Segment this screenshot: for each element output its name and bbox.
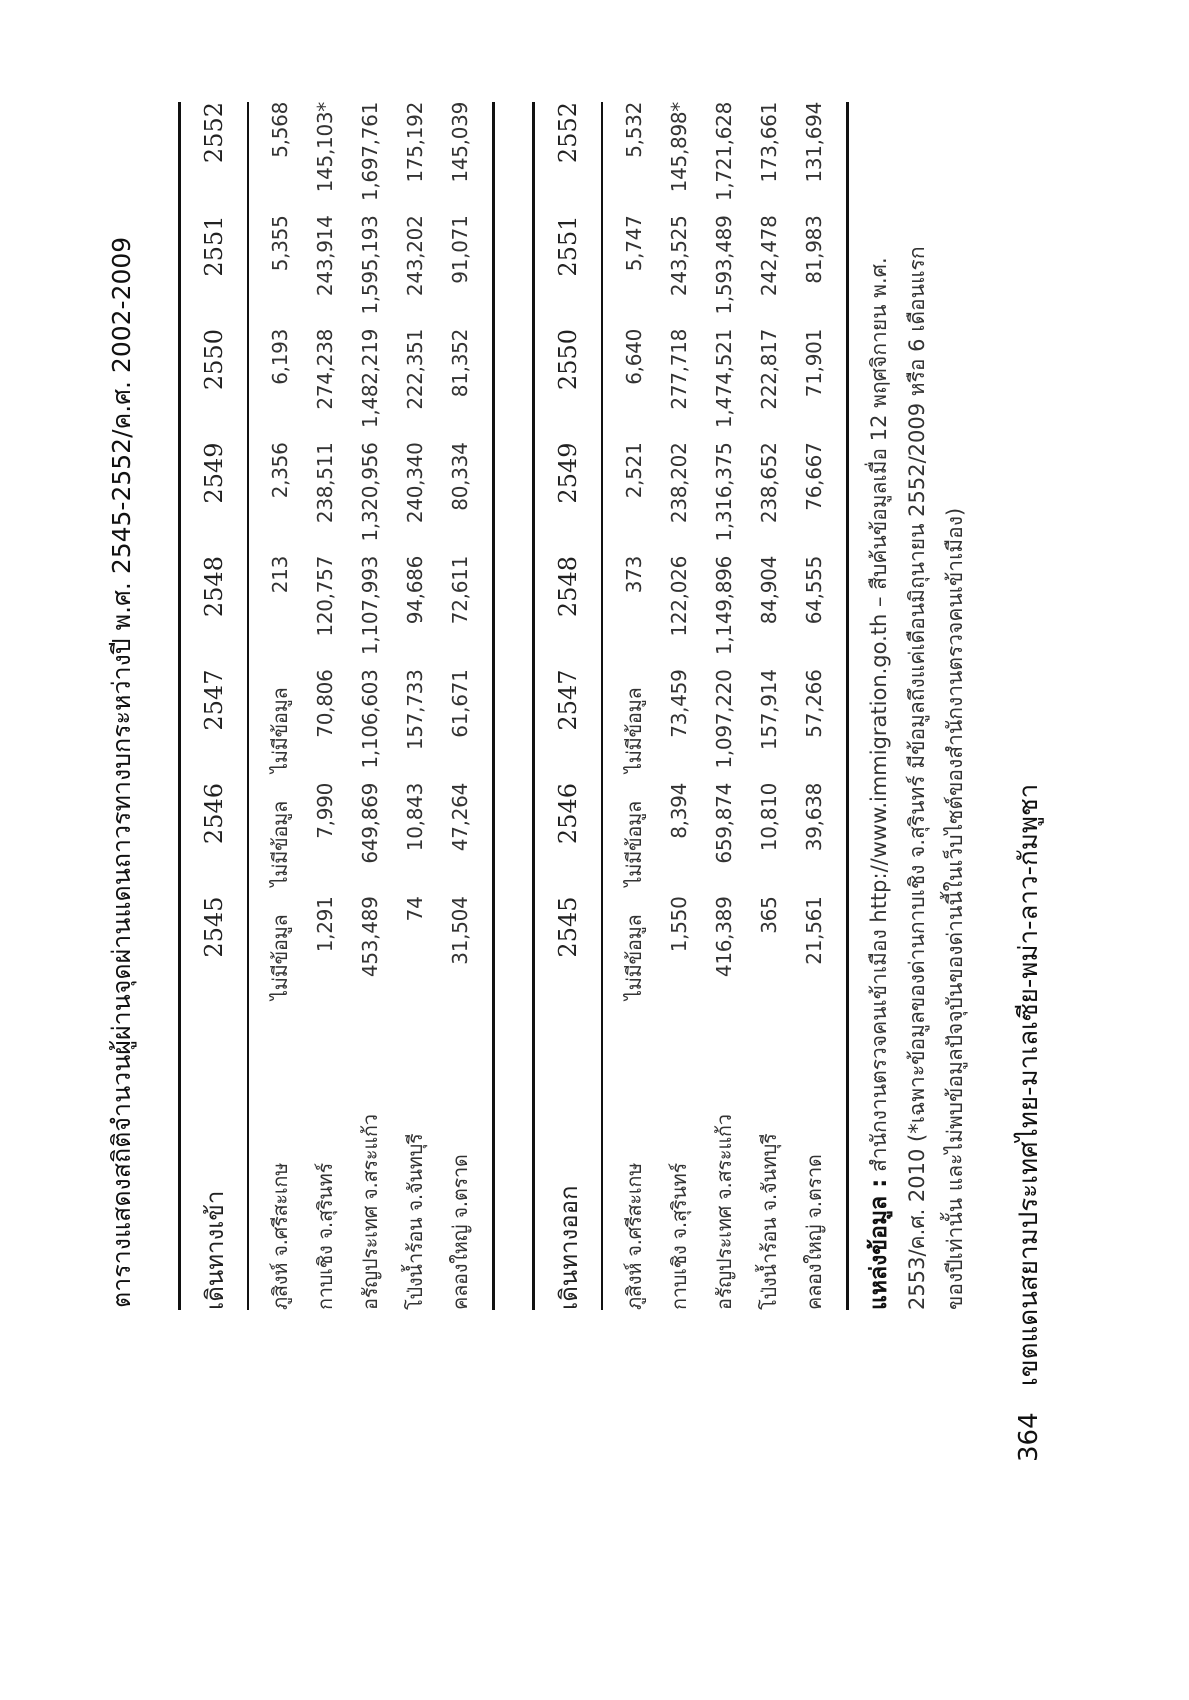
table-cell: 39,638 [801, 783, 826, 852]
table-cell: 31,504 [447, 896, 472, 965]
table-cell: 1,291 [312, 896, 337, 953]
table-cell: 10,843 [402, 783, 427, 852]
table-cell: 222,351 [402, 329, 427, 410]
table-cell: 222,817 [756, 329, 781, 410]
table-cell: 81,983 [801, 215, 826, 284]
table-cell: 277,718 [666, 329, 691, 410]
page-number: 364 [1014, 1412, 1044, 1462]
table-row [603, 102, 656, 1310]
table-cell: 71,901 [801, 329, 826, 398]
table-cell: 94,686 [402, 556, 427, 625]
year-header: 2546 [200, 783, 228, 845]
table-cell: 21,561 [801, 896, 826, 965]
table-cell: 81,352 [447, 329, 472, 398]
table-cell: ไม่มีข้อมูล [621, 914, 646, 1000]
row-label: คลองใหญ่ จ.ตราด [801, 1154, 826, 1310]
table-cell: 84,904 [756, 556, 781, 625]
table-row [656, 102, 701, 1310]
year-header: 2545 [554, 896, 582, 958]
table-cell: 47,264 [447, 783, 472, 852]
table-cell: 1,550 [666, 896, 691, 953]
table-cell: 61,671 [447, 669, 472, 738]
table-cell: 64,555 [801, 556, 826, 625]
table-cell: 5,568 [267, 102, 292, 158]
row-label: ภูสิงห์ จ.ศรีสะเกษ [267, 1162, 292, 1310]
table-row [249, 102, 302, 1310]
table-cell: 91,071 [447, 215, 472, 284]
table-cell: 1,474,521 [711, 329, 736, 429]
table-cell: 243,525 [666, 215, 691, 297]
table-cell: 80,334 [447, 442, 472, 511]
table-cell: 5,747 [621, 215, 646, 272]
table-cell: 213 [267, 556, 292, 594]
table-cell: 145,103* [312, 102, 337, 193]
row-label: ภูสิงห์ จ.ศรีสะเกษ [621, 1162, 646, 1310]
table-cell: 157,733 [402, 669, 427, 751]
running-title: เขตแดนสยามประเทศไทย-มาเลเซีย-พม่า-ลาว-กัมพูชา [1014, 783, 1044, 1387]
table-cell: 1,482,219 [357, 329, 382, 429]
table-header-row [181, 102, 247, 1310]
table-cell: 659,874 [711, 783, 736, 864]
table-cell: 57,266 [801, 669, 826, 738]
table-cell: ไม่มีข้อมูล [267, 687, 292, 773]
table-cell: ไม่มีข้อมูล [621, 801, 646, 887]
row-label: กาบเชิง จ.สุรินทร์ [312, 1163, 337, 1310]
table-cell: 5,532 [621, 102, 646, 158]
year-header: 2545 [200, 896, 228, 958]
table-row [437, 102, 492, 1310]
table-cell: 72,611 [447, 556, 472, 625]
table-exit [535, 102, 601, 1310]
year-header: 2546 [554, 783, 582, 845]
table-row [347, 102, 392, 1310]
table-row [791, 102, 846, 1310]
table-cell: 6,640 [621, 329, 646, 385]
row-label: โป่งน้ำร้อน จ.จันทบุรี [402, 1133, 427, 1310]
table-cell: 238,511 [312, 442, 337, 524]
table-header-row [535, 102, 601, 1310]
table-exit-block [532, 102, 849, 1310]
table-cell: 5,355 [267, 215, 292, 272]
table-cell: 1,316,375 [711, 442, 736, 542]
table-cell: 1,097,220 [711, 669, 736, 769]
table-cell: 145,898* [666, 102, 691, 193]
table-cell: 10,810 [756, 783, 781, 852]
row-label: กาบเชิง จ.สุรินทร์ [666, 1163, 691, 1310]
table-cell: 76,667 [801, 442, 826, 511]
year-header: 2549 [554, 442, 582, 504]
table-cell: 173,661 [756, 102, 781, 183]
table-cell: 120,757 [312, 556, 337, 637]
table-caption: ตารางแสดงสถิติจำนวนผู้ผ่านจุดผ่านแดนถาวรทางบกระหว่างปี พ.ศ. 2545-2552/ค.ศ. 2002-2009 [107, 236, 136, 1308]
table-cell: 1,593,489 [711, 215, 736, 315]
table-row [746, 102, 791, 1310]
table-cell: 6,193 [267, 329, 292, 385]
table-row [392, 102, 437, 1310]
table-cell: 243,914 [312, 215, 337, 297]
table-cell: 1,320,956 [357, 442, 382, 542]
year-header: 2552 [200, 102, 228, 164]
table-bottom-rule [492, 102, 495, 1310]
table-cell: 7,990 [312, 783, 337, 839]
table-cell: 1,107,993 [357, 556, 382, 656]
table-cell: ไม่มีข้อมูล [267, 801, 292, 887]
table-cell: 2,521 [621, 442, 646, 499]
table-cell: 274,238 [312, 329, 337, 410]
table-cell: 8,394 [666, 783, 691, 839]
table-cell: 238,202 [666, 442, 691, 524]
table-cell: 175,192 [402, 102, 427, 183]
source-label: แหล่งข้อมูล : [866, 1178, 892, 1310]
table-cell: 240,340 [402, 442, 427, 524]
year-header: 2551 [200, 215, 228, 277]
table-cell: 238,652 [756, 442, 781, 524]
table-entry [181, 102, 247, 1310]
year-header: 2550 [554, 329, 582, 391]
year-header: 2552 [554, 102, 582, 164]
table-cell: ไม่มีข้อมูล [621, 687, 646, 773]
table-cell: 122,026 [666, 556, 691, 637]
table-bottom-rule [846, 102, 849, 1310]
year-header: 2547 [554, 669, 582, 731]
table-cell: 242,478 [756, 215, 781, 297]
table-cell: 243,202 [402, 215, 427, 297]
table-cell: 2,356 [267, 442, 292, 499]
row-label: คลองใหญ่ จ.ตราด [447, 1154, 472, 1310]
table-row [701, 102, 746, 1310]
year-header: 2551 [554, 215, 582, 277]
table-cell: 74 [402, 896, 427, 922]
table-cell: 1,721,628 [711, 102, 736, 202]
table-cell: 373 [621, 556, 646, 594]
year-header: 2550 [200, 329, 228, 391]
year-header: 2548 [200, 556, 228, 618]
table-cell: ไม่มีข้อมูล [267, 914, 292, 1000]
source-text-1: สำนักงานตรวจคนเข้าเมือง http://www.immigration.go.th – สืบค้นข้อมูลเมื่อ 12 พฤศจิกายน พ.ศ. [867, 257, 891, 1172]
source-note [860, 80, 974, 1310]
table-entry-block [178, 102, 495, 1310]
table-cell: 73,459 [666, 669, 691, 738]
year-header: 2547 [200, 669, 228, 731]
table-cell: 1,697,761 [357, 102, 382, 202]
table-row [302, 102, 347, 1310]
table-cell: 416,389 [711, 896, 736, 978]
source-line-3: ของปีเท่านั้น และไม่พบข้อมูลปัจจุบันของด่านนี้ในเว็บไซต์ของสำนักงานตรวจคนเข้าเมือง) [943, 507, 967, 1310]
table-cell: 1,106,603 [357, 669, 382, 769]
table-cell: 453,489 [357, 896, 382, 978]
table-cell: 70,806 [312, 669, 337, 738]
year-header: 2548 [554, 556, 582, 618]
table-cell: 157,914 [756, 669, 781, 751]
column-heading-entry: เดินทางเข้า [200, 1190, 229, 1310]
table-exit-body [603, 102, 846, 1310]
table-cell: 1,595,193 [357, 215, 382, 315]
row-label: อรัญประเทศ จ.สระแก้ว [357, 1114, 382, 1310]
source-line-1 [860, 80, 898, 1310]
table-entry-body [249, 102, 492, 1310]
table-cell: 649,869 [357, 783, 382, 864]
year-header: 2549 [200, 442, 228, 504]
page-footer [1008, 784, 1049, 1462]
row-label: โป่งน้ำร้อน จ.จันทบุรี [756, 1133, 781, 1310]
row-label: อรัญประเทศ จ.สระแก้ว [711, 1114, 736, 1310]
table-cell: 131,694 [801, 102, 826, 183]
column-heading-exit: เดินทางออก [554, 1185, 583, 1310]
table-cell: 145,039 [447, 102, 472, 183]
table-cell: 1,149,896 [711, 556, 736, 656]
source-line-2: 2553/ค.ศ. 2010 (*เฉพาะข้อมูลของด่านกาบเชิง จ.สุรินทร์ มีข้อมูลถึงแค่เดือนมิถุนายน 2552/2009 หรือ 6 เดือนแรก [905, 246, 929, 1310]
table-cell: 365 [756, 896, 781, 934]
